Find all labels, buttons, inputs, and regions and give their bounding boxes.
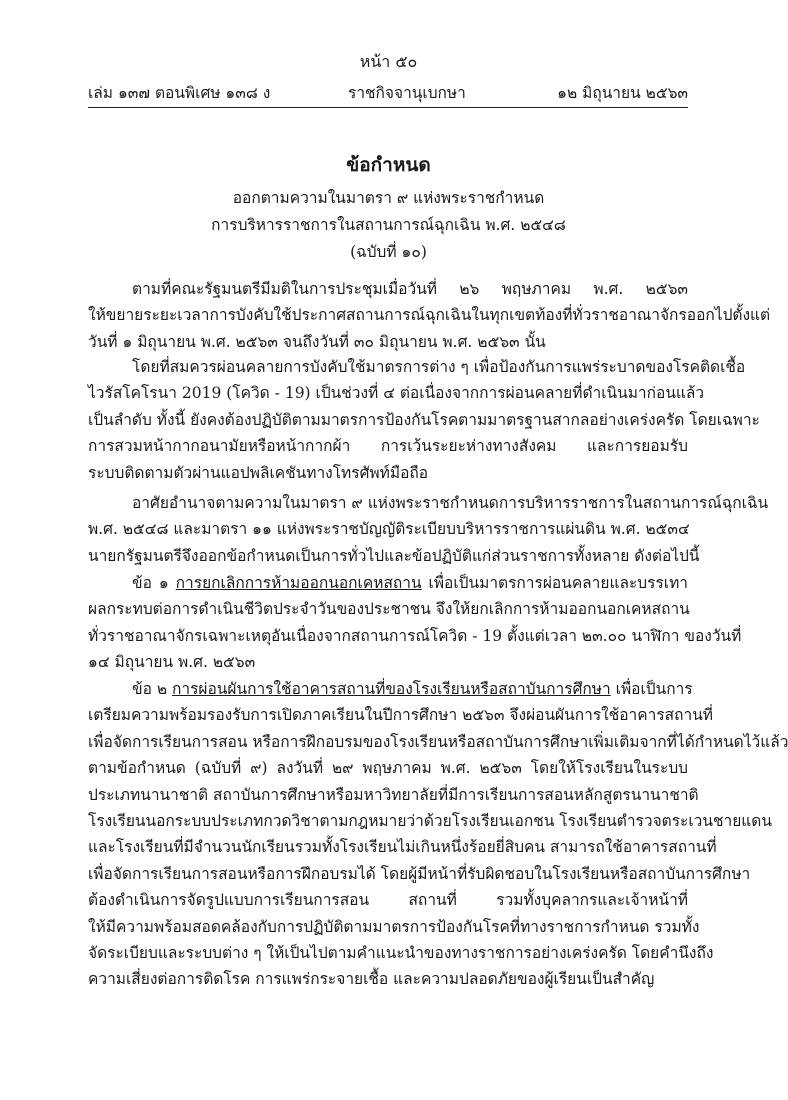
document-title: ข้อกำหนด	[346, 154, 431, 176]
document-subtitle-1: ออกตามความในมาตรา ๙ แห่งพระราชกำหนด	[232, 189, 545, 207]
clause-text: เพื่อเป็นการ	[610, 680, 693, 698]
publication-name: ราชกิจจานุเบกษา	[348, 84, 466, 102]
text-line: ให้มีความพร้อมสอดคล้องกับการปฏิบัติตามมาตรการป้องกันโรคที่ทางราชการกำหนด รวมทั้ง	[88, 917, 700, 936]
document-subtitle-2: การบริหารราชการในสถานการณ์ฉุกเฉิน พ.ศ. ๒๕๔๘	[211, 216, 566, 234]
header-divider	[88, 107, 688, 108]
text-line: เพื่อจัดการเรียนการสอนหรือการฝึกอบรมได้ โดยผู้มีหน้าที่รับผิดชอบในโรงเรียนหรือสถาบันการศึกษา	[88, 864, 751, 883]
paragraph-preamble	[88, 276, 771, 355]
clause-2	[88, 676, 788, 993]
text-line: พ.ศ. ๒๕๔๘ และมาตรา ๑๑ แห่งพระราชบัญญัติระเบียบบริหารราชการแผ่นดิน พ.ศ. ๒๕๓๔	[88, 520, 690, 539]
text-line: ตามข้อกำหนด (ฉบับที่ ๙) ลงวันที่ ๒๙ พฤษภาคม พ.ศ. ๒๕๖๓ โดยให้โรงเรียนในระบบ	[88, 759, 688, 778]
clause-heading: การผ่อนผันการใช้อาคารสถานที่ของโรงเรียนหรือสถาบันการศึกษา	[171, 680, 611, 698]
clause-heading: การยกเลิกการห้ามออกนอกเคหสถาน	[175, 574, 422, 592]
text-line: ทั่วราชอาณาจักรเฉพาะเหตุอันเนื่องจากสถานการณ์โควิด - 19 ตั้งแต่เวลา ๒๓.๐๐ นาฬิกา ของวันที่	[88, 626, 742, 645]
text-line: ประเภทนานาชาติ สถาบันการศึกษาหรือมหาวิทยาลัยที่มีการเรียนการสอนหลักสูตรนานาชาติ	[88, 785, 699, 804]
paragraph-reason	[88, 354, 760, 486]
page-number: หน้า ๕๐	[359, 52, 418, 71]
text-line: ผลกระทบต่อการดำเนินชีวิตประจำวันของประชาชน จึงให้ยกเลิกการห้ามออกนอกเคหสถาน	[88, 600, 690, 619]
clause-number: ข้อ ๑	[132, 574, 176, 592]
clause-text: เพื่อเป็นมาตรการผ่อนคลายและบรรเทา	[421, 574, 688, 592]
text-line: จัดระเบียบและระบบต่าง ๆ ให้เป็นไปตามคำแนะนำของทางราชการอย่างเคร่งครัด โดยคำนึงถึง	[88, 943, 714, 962]
text-line: ต้องดำเนินการจัดรูปแบบการเรียนการสอน สถานที่ รวมทั้งบุคลากรและเจ้าหน้าที่	[88, 891, 688, 910]
text-line: ไวรัสโคโรนา 2019 (โควิด - 19) เป็นช่วงที่ ๔ ต่อเนื่องจากการผ่อนคลายที่ดำเนินมาก่อนแล้ว	[88, 384, 705, 403]
text-line: เป็นลำดับ ทั้งนี้ ยังคงต้องปฏิบัติตามมาตรการป้องกันโรคตามมาตรฐานสากลอย่างเคร่งครัด โดยเฉพาะ	[88, 410, 760, 429]
text-line: ๑๔ มิถุนายน พ.ศ. ๒๕๖๓	[88, 653, 256, 672]
document-issue-number: (ฉบับที่ ๑๐)	[350, 243, 427, 261]
text-line: อาศัยอำนาจตามความในมาตรา ๙ แห่งพระราชกำหนดการบริหารราชการในสถานการณ์ฉุกเฉิน	[132, 494, 769, 512]
text-line: และโรงเรียนที่มีจำนวนนักเรียนรวมทั้งโรงเรียนไม่เกินหนึ่งร้อยยี่สิบคน สามารถใช้อาคารสถานที่	[88, 838, 717, 857]
text-line: โรงเรียนนอกระบบประเภทกวดวิชาตามกฎหมายว่าด้วยโรงเรียนเอกชน โรงเรียนตำรวจตระเวนชายแดน	[88, 811, 772, 830]
text-line: ระบบติดตามตัวผ่านแอปพลิเคชันทางโทรศัพท์มือถือ	[88, 463, 429, 482]
clause-1-first-line	[88, 570, 688, 596]
text-line: ความเสี่ยงต่อการติดโรค การแพร่กระจายเชื้อ และความปลอดภัยของผู้เรียนเป็นสำคัญ	[88, 970, 655, 989]
text-line: ให้ขยายระยะเวลาการบังคับใช้ประกาศสถานการณ์ฉุกเฉินในทุกเขตท้องที่ทั่วราชอาณาจักรออกไปตั้งแต่	[88, 306, 771, 325]
text-line: วันที่ ๑ มิถุนายน พ.ศ. ๒๕๖๓ จนถึงวันที่ ๓๐ มิถุนายน พ.ศ. ๒๕๖๓ นั้น	[88, 332, 546, 351]
text-line: เตรียมความพร้อมรองรับการเปิดภาคเรียนในปีการศึกษา ๒๕๖๓ จึงผ่อนผันการใช้อาคารสถานที่	[88, 706, 714, 725]
text-line: การสวมหน้ากากอนามัยหรือหน้ากากผ้า การเว้นระยะห่างทางสังคม และการยอมรับ	[88, 437, 688, 456]
publication-date: ๑๒ มิถุนายน ๒๕๖๓	[557, 84, 688, 102]
text-line: โดยที่สมควรผ่อนคลายการบังคับใช้มาตรการต่าง ๆ เพื่อป้องกันการแพร่ระบาดของโรคติดเชื้อ	[132, 358, 746, 376]
clause-1	[88, 570, 742, 676]
clause-number: ข้อ ๒	[132, 680, 172, 698]
paragraph-authority	[88, 490, 769, 569]
text-line: ตามที่คณะรัฐมนตรีมีมติในการประชุมเมื่อวันที่ ๒๖ พฤษภาคม พ.ศ. ๒๕๖๓	[132, 280, 688, 298]
text-line: เพื่อจัดการเรียนการสอน หรือการฝึกอบรมของโรงเรียนหรือสถาบันการศึกษาเพิ่มเติมจากที่ได้กำหนดไว้แล้ว	[88, 732, 788, 751]
volume-info: เล่ม ๑๓๗ ตอนพิเศษ ๑๓๘ ง	[88, 84, 271, 102]
text-line: นายกรัฐมนตรีจึงออกข้อกำหนดเป็นการทั่วไปและข้อปฏิบัติแก่ส่วนราชการทั้งหลาย ดังต่อไปนี้	[88, 546, 700, 565]
gazette-header	[88, 80, 688, 102]
clause-2-first-line	[88, 676, 693, 702]
